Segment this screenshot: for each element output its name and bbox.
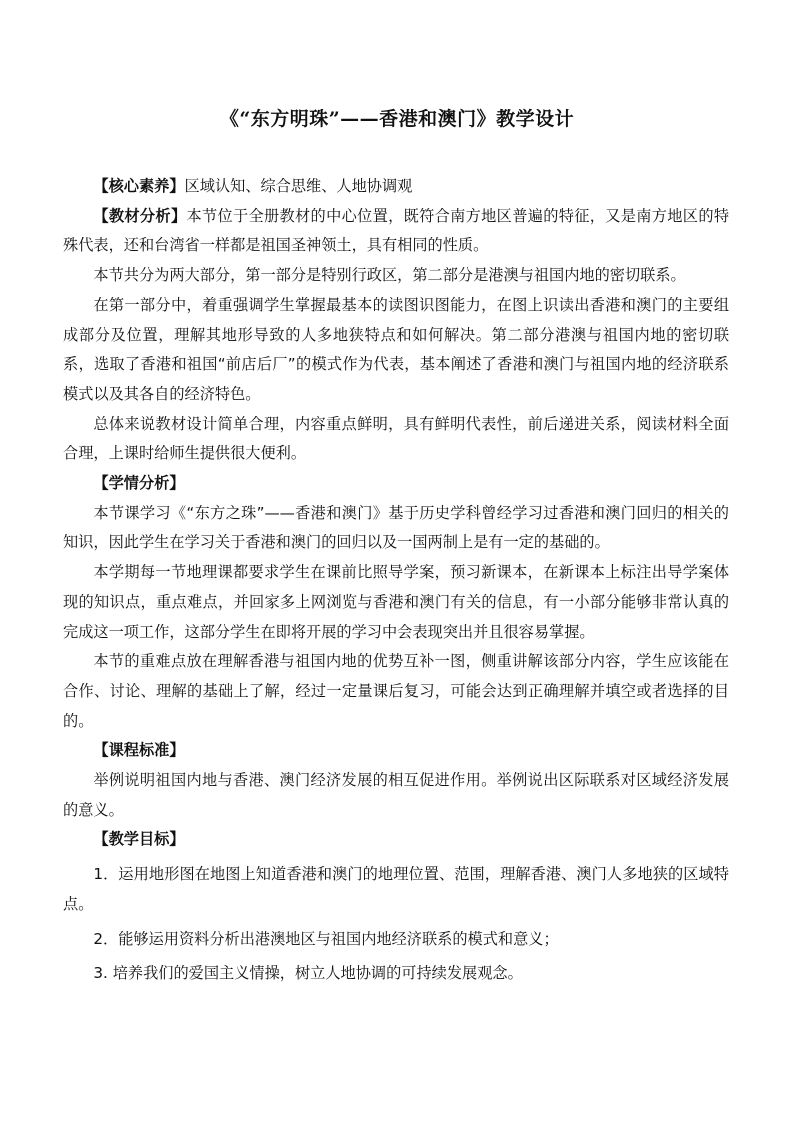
- textbook-analysis-heading: 【教材分析】: [93, 206, 187, 225]
- document-title: 《“东方明珠”——香港和澳门》教学设计: [219, 108, 575, 130]
- teaching-goal-item: 1．运用地形图在地图上知道香港和澳门的地理位置、范围，理解香港、澳门人多地狭的区域特点。: [63, 865, 729, 913]
- document-body: [63, 172, 729, 989]
- textbook-analysis-text: 本节位于全册教材的中心位置，既符合南方地区普遍的特征，又是南方地区的特殊代表，还和台湾省一样都是祖国圣神领土，具有相同的性质。: [63, 206, 730, 255]
- student-analysis-heading: 【学情分析】: [93, 474, 185, 493]
- curriculum-standard-heading: 【课程标准】: [93, 741, 185, 760]
- textbook-paragraph-3: 在第一部分中，着重强调学生掌握最基本的读图识图能力，在图上识读出香港和澳门的主要组成部分及位置，理解其地形导致的人多地狭特点和如何解决。第二部分港澳与祖国内地的密切联系，选取了香港和祖国“前店后厂”的模式作为代表，基本阐述了香港和澳门与祖国内地的经济联系模式以及其各自的经济特色。: [63, 295, 729, 403]
- textbook-paragraph-2: 本节共分为两大部分，第一部分是特别行政区，第二部分是港澳与祖国内地的密切联系。: [93, 266, 686, 285]
- textbook-analysis-paragraph: [63, 202, 729, 261]
- core-literacy-paragraph: [63, 172, 729, 202]
- student-paragraph-2: 本学期每一节地理课都要求学生在课前比照导学案，预习新课本，在新课本上标注出导学案体现的知识点，重点难点，并回家多上网浏览与香港和澳门有关的信息，有一小部分能够非常认真的完成这一项工作，这部分学生在即将开展的学习中会表现突出并且很容易掌握。: [63, 563, 729, 641]
- curriculum-standard-paragraph: 举例说明祖国内地与香港、澳门经济发展的相互促进作用。举例说出区际联系对区域经济发展的意义。: [63, 771, 729, 819]
- teaching-goal-item: 3. 培养我们的爱国主义情操，树立人地协调的可持续发展观念。: [93, 964, 523, 983]
- student-paragraph-1: 本节课学习《“东方之珠”——香港和澳门》基于历史学科曾经学习过香港和澳门回归的相关的知识，因此学生在学习关于香港和澳门的回归以及一国两制上是有一定的基础的。: [63, 503, 729, 552]
- textbook-paragraph-4: 总体来说教材设计简单合理，内容重点鲜明，具有鲜明代表性，前后递进关系，阅读材料全面合理，上课时给师生提供很大便利。: [63, 414, 729, 463]
- core-literacy-text: 区域认知、综合思维、人地协调观: [184, 177, 413, 195]
- teaching-goals-heading: 【教学目标】: [93, 830, 185, 849]
- teaching-goal-item: 2．能够运用资料分析出港澳地区与祖国内地经济联系的模式和意义；: [93, 929, 559, 948]
- core-literacy-heading: 【核心素养】: [93, 177, 185, 195]
- student-paragraph-3: 本节的重难点放在理解香港与祖国内地的优势互补一图，侧重讲解该部分内容，学生应该能在合作、讨论、理解的基础上了解，经过一定量课后复习，可能会达到正确理解并填空或者选择的目的。: [63, 652, 729, 730]
